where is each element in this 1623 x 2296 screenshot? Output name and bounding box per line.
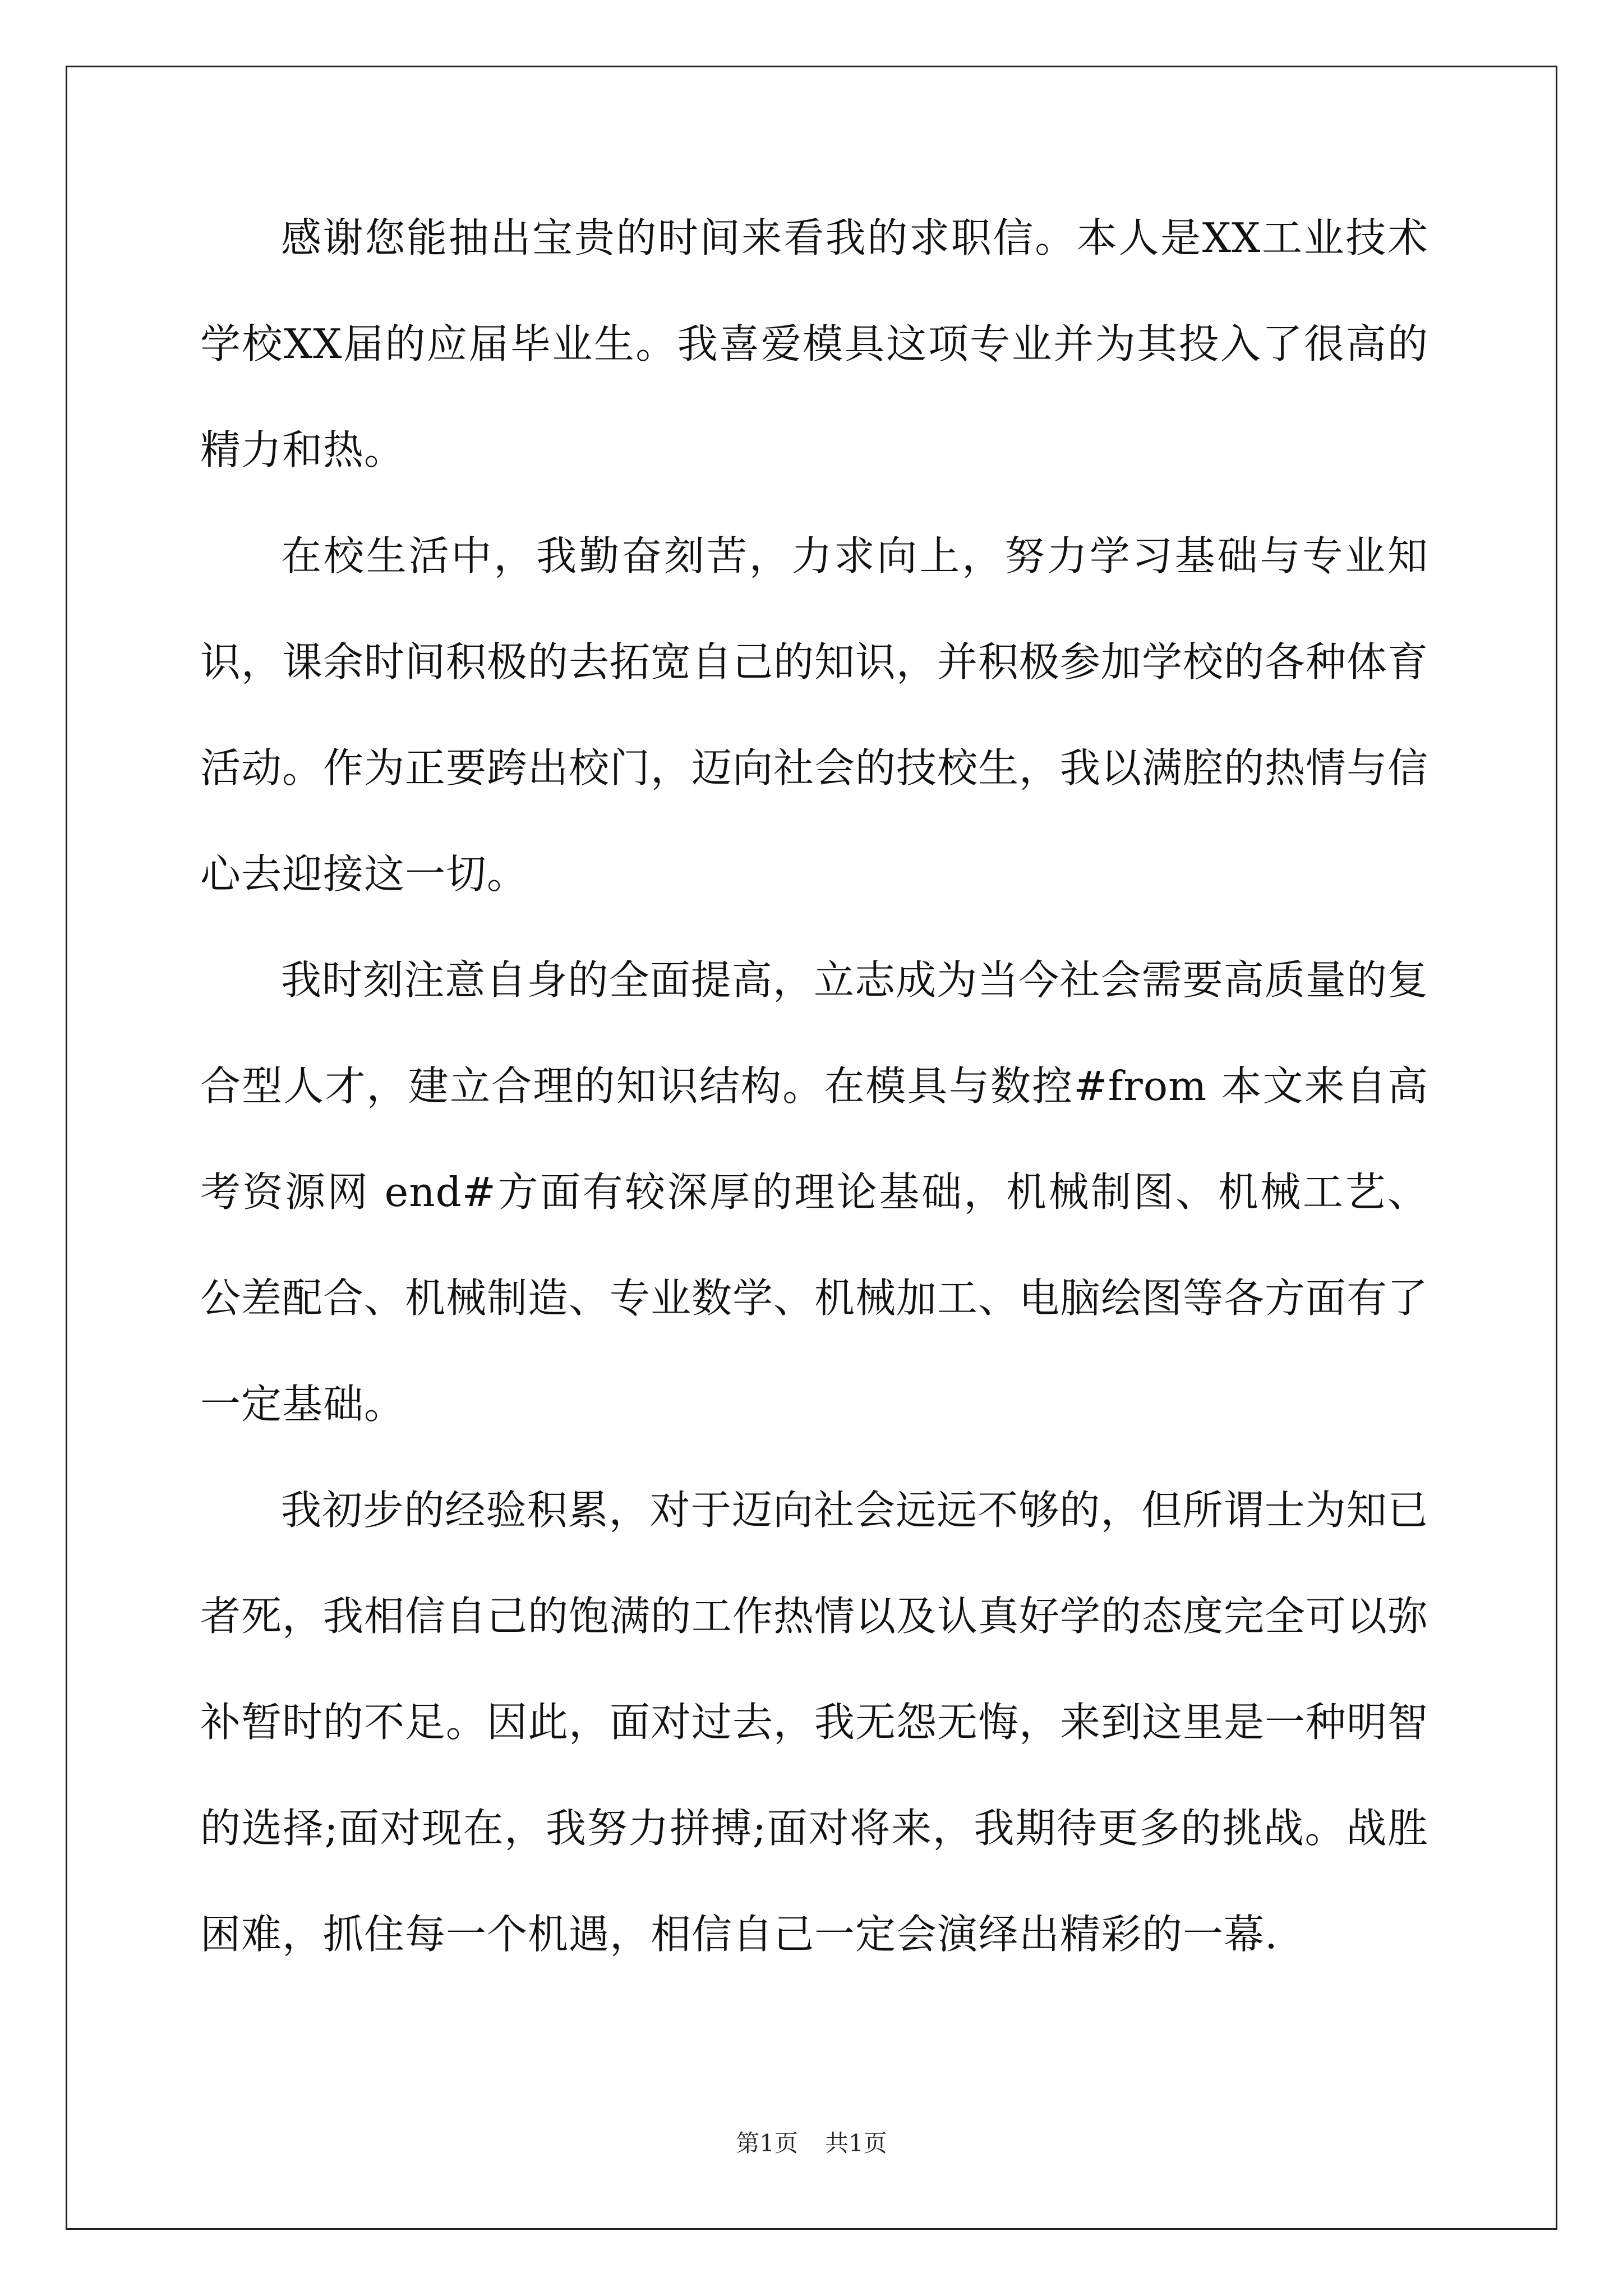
paragraph-school-life: 在校生活中，我勤奋刻苦，力求向上，努力学习基础与专业知识，课余时间积极的去拓宽自己的知识，并积极参加学校的各种体育活动。作为正要跨出校门，迈向社会的技校生，我以满腔的热情与信心去迎接这一切。 <box>200 532 1429 898</box>
letter-body <box>200 185 1428 1987</box>
paragraph-closing: 我初步的经验积累，对于迈向社会远远不够的，但所谓士为知已者死，我相信自己的饱满的工作热情以及认真好学的态度完全可以弥补暂时的不足。因此，面对过去，我无怨无悔，来到这里是一种明智的选择;面对现在，我努力拼搏;面对将来，我期待更多的挑战。战胜困难，抓住每一个机遇，相信自己一定会演绎出精彩的一幕. <box>200 1487 1429 1958</box>
page-total: 共1页 <box>825 2129 887 2157</box>
paragraph-skills: 我时刻注意自身的全面提高，立志成为当今社会需要高质量的复合型人才，建立合理的知识结构。在模具与数控#from 本文来自高考资源网 end#方面有较深厚的理论基础，机械制图、机械工艺、公差配合、机械制造、专业数学、机械加工、电脑绘图等各方面有了一定基础。 <box>200 956 1429 1428</box>
page-footer <box>0 2128 1623 2159</box>
paragraph-intro: 感谢您能抽出宝贵的时间来看我的求职信。本人是XX工业技术学校XX届的应届毕业生。我喜爱模具这项专业并为其投入了很高的精力和热。 <box>200 214 1428 473</box>
page-number: 第1页 <box>736 2129 798 2157</box>
